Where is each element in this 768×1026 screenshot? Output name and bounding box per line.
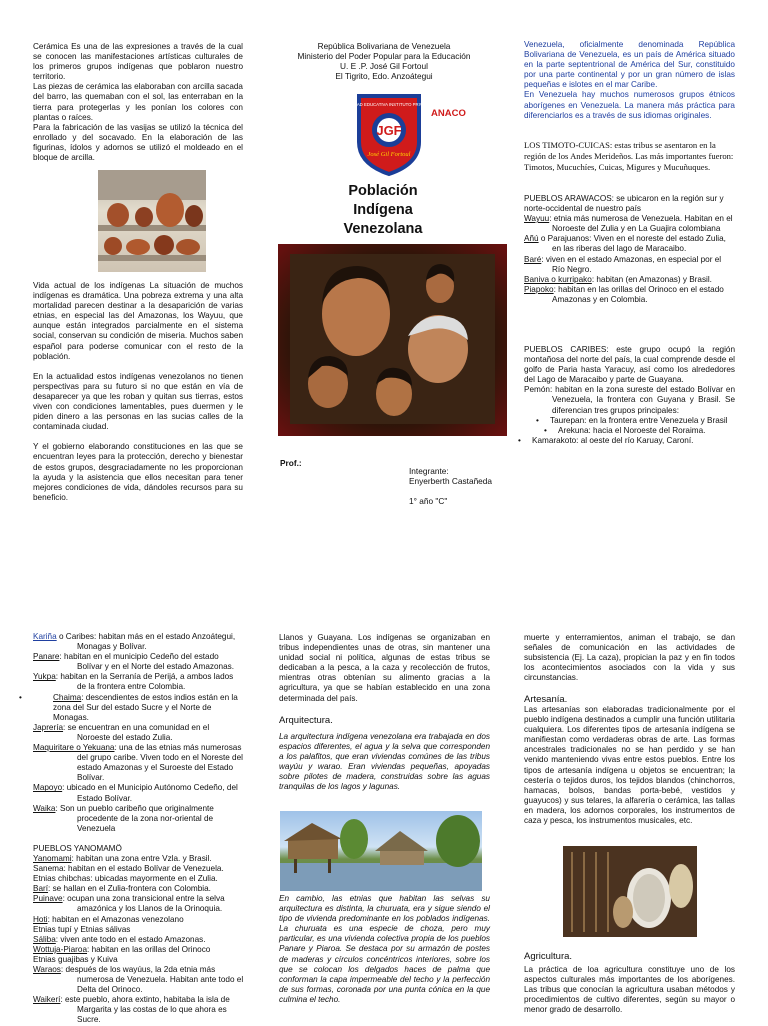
- artesania-title: Artesanía.: [524, 694, 568, 705]
- guajibas-desc: Etnias guajibas y Kuiva: [33, 954, 118, 964]
- yukpa-name: Yukpa: [33, 672, 56, 682]
- maquiritare-desc: : una de las etnias más numerosas del grupo caribe. Viven todo en el Noreste del estado Amazonas y el Suroeste del Estado Bolívar.: [77, 743, 243, 783]
- bare-desc: : viven en el estado Amazonas, en especial por el Río Negro.: [541, 254, 722, 274]
- integrante-name: Enyerberth Castañeda: [409, 476, 493, 487]
- vida-actual-p2: En la actualidad estos indígenas venezolanos no tienen perspectivas para su futuro si no que están en vía de desaparecer ya que les roban y quitan sus tierras, estos viven con condiciones lamentables, pues duermen y le piden dinero a las personas en las sucias calles de la contaminada ciudad.: [33, 371, 243, 432]
- vida-actual-p1: Vida actual de los indígenas La situación de muchos indígenas es dramática. Una pobreza extrema y una alta mortalidad parecen destinar a la desaparición de varias etnias, en especial las del Amazonas, los Wayuu, que aunque están integrados parcialmente en el sistema social, conservan su condición de miseria. Muchos saben español para poderse comunicar con el resto de la población.: [33, 281, 243, 361]
- artesania-photo: [563, 846, 697, 937]
- bare-name: Baré: [524, 254, 542, 264]
- credits-block: [409, 466, 492, 507]
- piapoko-name: Piapoko: [524, 284, 554, 294]
- agricultura-title: Agricultura.: [524, 951, 573, 962]
- wottuja-desc: : habitan en las orillas del Orinoco: [87, 944, 211, 954]
- artesania-text: Las artesanías son elaboradas tradicionalmente por el pueblo indígena destinados a cumplir una función utilitaria cualquiera. Los diferentes tipos de artesanía indígena se manifiestan como verdaderas obras de arte. Las formas ancestrales tradicionales no se han perdido y se han venido manteniendo vivas entre estos pueblos. Entre los tipos de artesanía indígena u objetos se encuentran; la cestería o tejidos duros, los tejidos blandos (chinchorros, hamacas, bolsos, bandas porta-bebé, vestidos y guayucos) y sus telares, la alfarería o cerámica, las tallas en madera, los adornos corporales, los instrumentos de caza y pesca, los instrumentos musicales, etc.: [524, 705, 735, 826]
- caribes-list: [524, 345, 735, 446]
- japreria-desc: : se encuentran en una comunidad en el Noroeste del estado Zulia.: [63, 722, 210, 742]
- vida-actual-p3: Y el gobierno elaborando constituciones en las que se encuentran leyes para la protección, derecho y bienestar de estos grupos, desgraciadamente no les proporcionan la ayuda y la asistencia que ellos necesitan para tener mejores condiciones de vida, dándoles recursos para su beneficio.: [33, 442, 243, 502]
- caribes-continued: [33, 632, 244, 1026]
- arquitectura-title: Arquitectura.: [279, 715, 333, 726]
- logo-top-text: UNIDAD EDUCATIVA INSTITUTO PRIVADO: [346, 102, 432, 107]
- header-line-3: U. E .P. José Gil Fortoul: [340, 61, 428, 71]
- page-title: Población Indígena Venezolana: [343, 183, 423, 237]
- organizacion-section: [279, 633, 490, 704]
- hoti-name: Hoti: [33, 914, 48, 924]
- logo-initials: JGF: [376, 123, 402, 138]
- logo-school-name: José Gil Fortoul: [367, 151, 411, 158]
- japreria-name: Japrería: [33, 722, 64, 732]
- karina-desc: o Caribes: habitan más en el estado Anzoátegui, Monagas y Bolívar.: [56, 632, 236, 652]
- venezuela-intro-2: En Venezuela hay muchos numerosos grupos étnicos aborígenes en Venezuela. La manera más práctica para diferenciarlos es a través de sus idiomas originales.: [524, 90, 735, 120]
- waikeri-name: Waikerí: [33, 995, 61, 1005]
- grade-label: 1° año "C": [409, 496, 448, 507]
- anu-name: Añú: [524, 234, 539, 244]
- waika-name: Waika: [33, 803, 56, 813]
- ceramica-p2: Las piezas de cerámica las elaboraban con arcilla sacada del barro, las quemaban con el sol, las enterraban en la tierra para protegerlas y les ponían los colores con plantas o raíces.: [33, 82, 243, 122]
- prof-label: Prof.:: [280, 458, 302, 468]
- ceramica-section: [33, 42, 243, 163]
- tupi-desc: Etnias tupí y Etnias sálivas: [33, 924, 131, 934]
- vida-actual-section: [33, 281, 243, 503]
- maquiritare-name: Maquiritare o Yekuana: [33, 743, 115, 753]
- indigenous-children-photo: [278, 244, 507, 436]
- timoto-cuicas: LOS TIMOTO-CUICAS: estas tribus se asentaron en la región de los Andes Merideños. Las más importantes fueron: Timotos, Mucuchíes, Cuicas, Migures y Mucuñuques.: [524, 140, 734, 172]
- wottuja-name: Wottuja-Piaroa: [33, 944, 88, 954]
- palafito-photo: [280, 811, 482, 891]
- pemon-desc: Pemón: habitan en la zona sureste del estado Bolívar en Venezuela, la frontera con Guyana y Brasil. Se diferencian tres grupos principales:: [524, 385, 735, 415]
- ceramica-p3: Para la fabricación de las vasijas se utilizó la técnica del enrollado y del socavado. En la elaboración de las figurinas, ídolos y adornos se utilizó el moldeado en el bloque de arcilla.: [33, 122, 243, 163]
- hoti-desc: : habitan en el Amazonas venezolano: [47, 914, 184, 924]
- waraos-desc: : después de los wayúus, la 2da etnia más numerosa de Venezuela. Habitan ante todo el Delta del Orinoco.: [60, 965, 244, 995]
- venezuela-section: [524, 40, 735, 121]
- venezuela-intro: Venezuela, oficialmente denominada República Bolivariana de Venezuela, es un país de América situado en la parte septentrional de América del Sur, constituido por una parte continental y por un gran número de islas pequeñas e islotes en el mar Caribe.: [524, 40, 735, 90]
- school-header: [278, 41, 490, 81]
- arawacos-title: PUEBLOS ARAWACOS: se ubicaron en la región sur y norte-occidental de nuestro país: [524, 194, 724, 214]
- waika-desc: : Son un pueblo caribeño que originalmente procedente de la zona nor-oriental de Venezuela: [55, 803, 214, 833]
- organizacion-p1: Llanos y Guayana. Los indígenas se organizaban en tribus independientes unas de otras, sin mantener una unidad social ni política, algunas de estas tribus se dedicaban a la pesca, a la caza y recolección de frutos, mientras otras obtenían su alimento gracias a la agricultura, ya que se habían establecido en una zona determinada del país.: [279, 633, 490, 703]
- caribes-title: PUEBLOS CARIBES: este grupo ocupó la región montañosa del norte del país, la cual comprende desde el golfo de Paria hasta Yaracuy, así como los alrededores del Lago de Maracaibo y parte de Guayana.: [524, 345, 735, 385]
- yanomami-name: Yanomami: [33, 853, 72, 863]
- chaima-desc: : descendientes de estos indios están en la zona del Sur del estado Sucre y el Norte de Monagas.: [53, 692, 238, 722]
- puinave-desc: : ocupan una zona transicional entre la selva amazónica y los Llanos de la Orinoquia.: [62, 894, 225, 914]
- chaima-name: Chaima: [53, 692, 82, 702]
- integrante-label: Integrante:: [409, 466, 449, 476]
- mapoyo-desc: : ubicado en el Municipio Autónomo Cedeño, del Estado Bolívar.: [62, 783, 238, 803]
- panare-name: Panare: [33, 652, 60, 662]
- saliba-name: Sáliba: [33, 934, 56, 944]
- sanema-desc: Sanema: habitan en el estado Bolívar de Venezuela.: [33, 864, 224, 874]
- wayuu-desc: : etnia más numerosa de Venezuela. Habitan en el Noroeste del Zulia y en La Guajira colombiana: [549, 214, 733, 234]
- header-line-4: El Tigrito, Edo. Anzoátegui: [335, 71, 433, 81]
- header-line-2: Ministerio del Poder Popular para la Educación: [297, 51, 471, 61]
- school-logo: [346, 92, 432, 176]
- baniva-name: Baniva o kurripako: [524, 274, 592, 284]
- mapoyo-name: Mapoyo: [33, 783, 63, 793]
- piapoko-desc: : habitan en las orillas del Orinoco en el estado Amazonas y en Colombia.: [552, 284, 724, 304]
- bari-name: Barí: [33, 884, 49, 894]
- waikeri-desc: : este pueblo, ahora extinto, habitaba la isla de Margarita y las costas de lo que ahora es Sucre.: [60, 995, 230, 1025]
- taurepan-item: • Taurepan: en la frontera entre Venezuela y Brasil: [536, 416, 735, 426]
- agricultura-text: La práctica de loa agricultura constituye uno de los aspectos culturales más importantes de los aborígenes. Las tribus que conocían la agricultura usaban métodos y procedimientos de cultivo diferentes, según su mayor o menor grado de desarrollo.: [524, 965, 735, 1015]
- chibchas-desc: Etnias chibchas: ubicadas mayormente en el Zulia.: [33, 874, 218, 884]
- ceramics-photo: [98, 170, 206, 272]
- saliba-desc: : viven ante todo en el estado Amazonas.: [55, 934, 206, 944]
- panare-desc: : habitan en el municipio Cedeño del estado Bolívar y en el Norte del estado Amazonas.: [59, 652, 235, 672]
- arekuna-item: • Arekuna: hacia el Noroeste del Roraima.: [544, 426, 735, 436]
- bari-desc: : se hallan en el Zulia-frontera con Colombia.: [48, 884, 211, 894]
- header-line-1: República Bolivariana de Venezuela: [317, 41, 451, 51]
- arquitectura-p2: En cambio, las etnias que habitan las selvas su arquitectura es distinta, la churuata, era y sigue siendo el tipo de vivienda predominante en los poblados indígenas. La churuata es una especie de choza, pero muy particular, es una vivienda colectiva propia de los pueblos Panare y Piaroa. Se destaca por su armazón de postes de maderas y círculos concéntricos interiores, sobre los que se colocan los delgados haces de palma que conforman la capa impermeable del techo y la perfección de sus formas, coronada por una punta cónica en la que culmina el techo.: [279, 894, 490, 1004]
- karina-name: Kariña: [33, 632, 57, 641]
- arquitectura-p1: La arquitectura indígena venezolana era trabajada en dos espacios diferentes, el agua y la selva que corresponden a los palafitos, que eran viviendas comúnes de las tribus wayúu y warao. Eran viviendas pequeñas, apoyadas sobre pilotes de madera, construidas sobre las aguas tranquilas de los lagos y lagunas.: [279, 732, 490, 792]
- yanomami-desc: : habitan una zona entre Vzla. y Brasil.: [71, 853, 212, 863]
- yanomamo-title: PUEBLOS YANOMAMÖ: [33, 843, 122, 853]
- waraos-name: Waraos: [33, 965, 61, 974]
- puinave-name: Puinave: [33, 894, 63, 904]
- arawacos-list: [524, 194, 735, 305]
- wayuu-name: Wayuu: [524, 214, 550, 224]
- ceramica-p1: Cerámica Es una de las expresiones a través de la cual se conocen las manifestaciones artísticas culturales de los primeros grupos indígenas que poblaron nuestro territorio.: [33, 42, 243, 82]
- yukpa-desc: : habitan en la Serranía de Perijá, a ambos lados de la frontera entre Colombia.: [55, 672, 234, 692]
- baniva-desc: : habitan (en Amazonas) y Brasil.: [591, 274, 712, 284]
- anaco-label: ANACO: [431, 108, 466, 119]
- kamarakoto-item: • Kamarakoto: al oeste del río Karuay, Caroní.: [518, 436, 735, 446]
- musica-continued: muerte y enterramientos, animan el trabajo, se dan señales de comunicación en las actividades de subsistencia (Ej. La caza), propician la paz y en fin todos los acontecimientos asociados con la vida y sus circunstancias.: [524, 633, 735, 683]
- anu-desc: o Parajuanos: Viven en el noreste del estado Zulia, en las riberas del lago de Maracaibo.: [538, 234, 726, 254]
